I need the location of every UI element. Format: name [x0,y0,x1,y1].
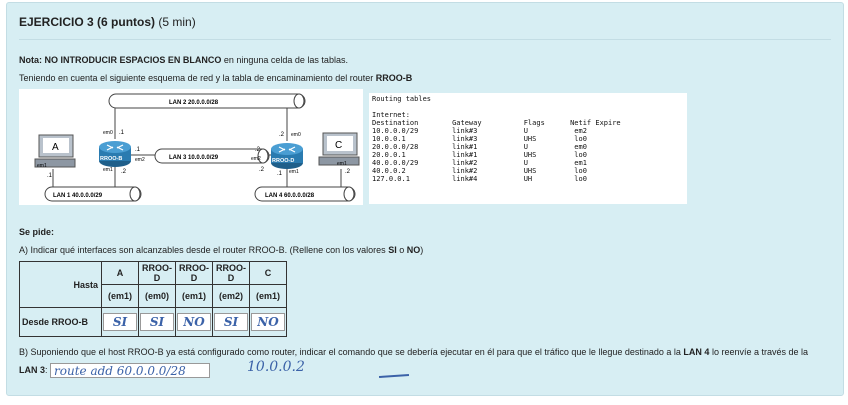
question-a-or: o [396,245,407,255]
host-a-iface: em1 [37,163,47,169]
col-host-c: C [250,262,287,285]
routing-table [369,93,687,204]
rroob-em2: em2 [135,157,145,163]
question-a [19,245,423,255]
rrood-addr: .2 [259,167,265,173]
answer-cell-rrood-em1 [176,308,213,337]
intro-router: RROO-B [375,73,413,83]
col-iface-a: (em1) [102,285,139,308]
note-label: Nota: [19,55,42,65]
col-iface-rrood-em1: (em1) [176,285,213,308]
rroob-em1: em1 [103,167,113,173]
exercise-points: (6 puntos) [97,15,156,29]
rrood-em2-addr: .2 [255,147,261,153]
answer-cell-c [250,308,287,337]
answer-cell-a [102,308,139,337]
col-iface-rrood-em2: (em2) [213,285,250,308]
question-b-middle: lo reenvíe a través de la [709,347,808,357]
divider [19,39,831,40]
host-c-addr: .2 [345,169,351,175]
exercise-panel [6,2,844,396]
routing-line: Routing tables [372,95,432,103]
routing-line: 10.0.0.0/29 link#3 U em2 [372,127,587,135]
routing-line: 127.0.0.1 link#4 UH lo0 [372,175,587,183]
handwritten-gateway: 10.0.0.2 [247,359,305,375]
question-b [19,343,837,379]
host-a-addr: .1 [47,173,53,179]
rrood-em2: em2 [251,156,261,162]
question-b-lan4: LAN 4 [683,347,710,357]
host-a-label: A [52,142,59,153]
answer-table [19,261,287,337]
routing-line [372,103,684,111]
question-a-si: SI [388,245,397,255]
question-b-text: B) Suponiendo que el host RROO-B ya está configurado como router, indicar el comando que se debería ejecutar en él para que el tráfico que le llegue destinado a la [19,347,684,357]
note-text: en ninguna celda de las tablas. [221,55,348,65]
rroob-em1-addr: .2 [121,169,127,175]
exercise-title [19,15,196,29]
question-a-text: A) Indicar qué interfaces son alcanzables desde el router RROO-B. (Rellene con los valores [19,245,389,255]
network-diagram [19,89,363,205]
answer-input-rrood-em2[interactable]: SI [214,313,248,331]
question-heading: Se pide: [19,227,55,237]
rrood-em0: em0 [291,132,301,138]
answer-cell-rrood-em2 [213,308,250,337]
col-iface-rrood-em0: (em0) [139,285,176,308]
note-bold: NO INTRODUCIR ESPACIOS EN BLANCO [44,55,222,65]
col-host-a: A [102,262,139,285]
lan4-end [344,187,354,201]
routing-line: Destination Gateway Flags Netif Expire [372,119,621,127]
lan2-label: LAN 2 20.0.0.0/28 [169,100,219,106]
rrood-em1: em1 [289,169,299,175]
col-iface-c: (em1) [250,285,287,308]
question-a-close: ) [420,245,424,255]
rroob-em2-addr: .1 [135,147,141,153]
intro-sentence: Teniendo en cuenta el siguiente esquema de red y la tabla de encaminamiento del router [19,73,376,83]
rrood-em0-addr: .2 [279,132,285,138]
router-d-icon [271,143,303,169]
routing-line: Internet: [372,111,410,119]
routing-line: 40.0.0.0/29 link#2 U em1 [372,159,587,167]
lan1-label: LAN 1 40.0.0.0/29 [53,193,103,199]
router-b-label: RROO-B [100,156,123,162]
col-host-rrood-em1: RROO-D [176,262,213,285]
routing-line: 10.0.0.1 link#3 UHS lo0 [372,135,587,143]
note [19,55,348,65]
routing-line: 20.0.0.0/28 link#1 U em0 [372,143,587,151]
answer-cell-rrood-em0 [139,308,176,337]
rroob-em0: em0 [103,130,113,136]
desde-header: Desde RROO-B [20,308,102,337]
question-b-lan3: LAN 3 [19,365,46,375]
answer-input-rrood-em0[interactable]: SI [140,313,174,331]
question-b-colon: : [45,365,48,375]
routing-line: 40.0.0.2 link#2 UHS lo0 [372,167,587,175]
lan1-end [130,187,140,201]
exercise-number: EJERCICIO 3 [19,15,94,29]
rroob-em0-addr: .1 [119,130,125,136]
question-a-no: NO [406,245,421,255]
hasta-header: Hasta [20,262,102,308]
col-host-rrood-em2: RROO-D [213,262,250,285]
router-b-icon [99,141,131,167]
host-c-iface: em1 [337,161,347,167]
lan2-end [294,94,304,108]
lan4-label: LAN 4 60.0.0.0/28 [265,193,315,199]
rrood-em1-addr: .1 [277,171,283,177]
intro-text [19,73,412,83]
lan3-label: LAN 3 10.0.0.0/29 [169,155,219,161]
host-c-label: C [335,140,343,151]
router-d-label: RROO-D [272,158,295,164]
col-host-rrood-em0: RROO-D [139,262,176,285]
exercise-time: (5 min) [158,15,196,29]
answer-input-rrood-em1[interactable]: NO [177,313,211,331]
routing-line: 20.0.0.1 link#1 UHS lo0 [372,151,587,159]
answer-input-a[interactable]: SI [103,313,137,331]
route-command-input[interactable]: route add 60.0.0.0/28 [50,363,210,378]
answer-input-c[interactable]: NO [251,313,285,331]
